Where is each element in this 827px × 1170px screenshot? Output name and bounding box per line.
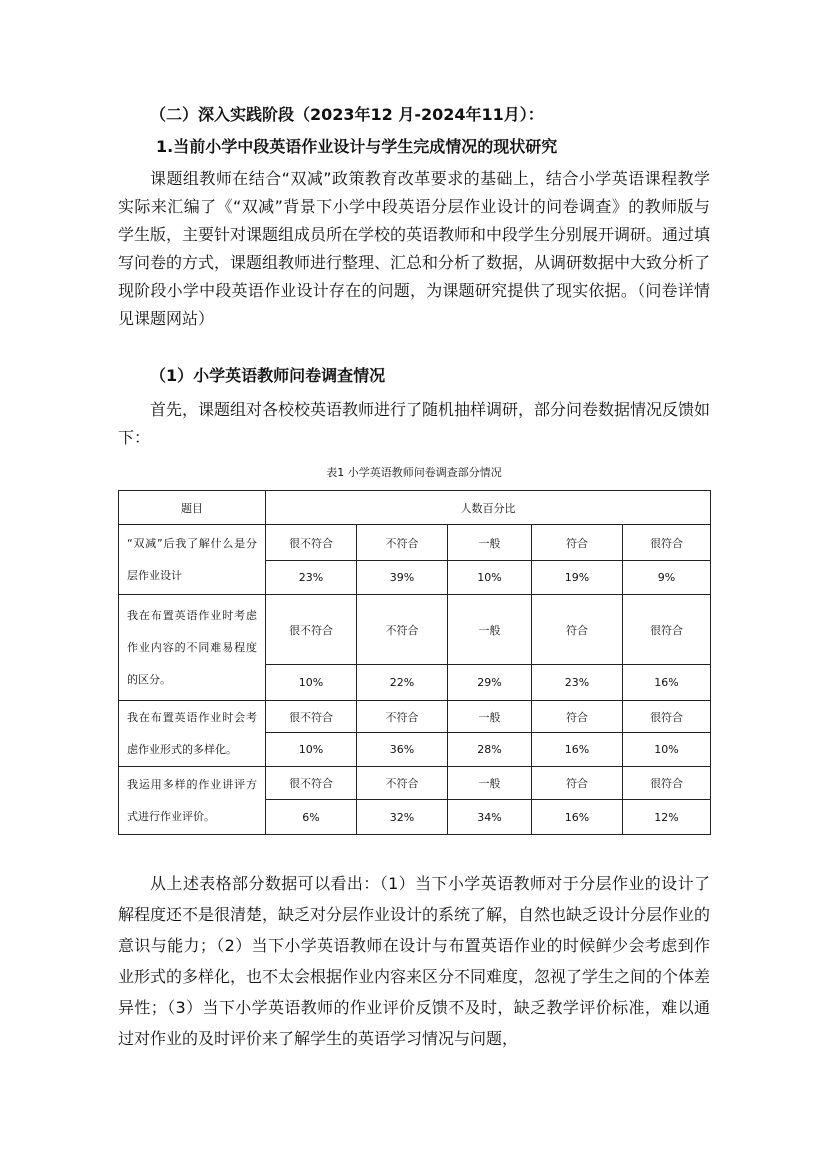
question-text: 我在布置英语作业时会考虑作业形式的多样化。 bbox=[127, 710, 257, 756]
header-question: 题目 bbox=[119, 491, 266, 525]
value-cell: 10% bbox=[448, 561, 532, 595]
option-cell: 很符合 bbox=[623, 701, 711, 733]
value-cell: 39% bbox=[357, 561, 448, 595]
option-cell: 很符合 bbox=[623, 767, 711, 800]
option-cell: 一般 bbox=[448, 701, 532, 733]
question-cell bbox=[119, 595, 266, 701]
value-cell: 6% bbox=[266, 800, 357, 835]
option-cell: 符合 bbox=[532, 701, 623, 733]
stage-heading: （二）深入实践阶段（2023年12 月-2024年11月）： bbox=[150, 105, 544, 124]
option-cell: 符合 bbox=[532, 767, 623, 800]
analysis-paragraph: 从上述表格部分数据可以看出：（1）当下小学英语教师对于分层作业的设计了解程度还不是很清楚，缺乏对分层作业设计的系统了解，自然也缺乏设计分层作业的意识与能力；（2）当下小学英语教师在设计与布置英语作业的时候鲜少会考虑到作业形式的多样化，也不太会根据作业内容来区分不同难度，忽视了学生之间的个体差异性；（3）当下小学英语教师的作业评价反馈不及时，缺乏教学评价标准，难以通过对作业的及时评价来了解学生的英语学习情况与问题， bbox=[118, 874, 711, 1048]
option-cell: 一般 bbox=[448, 525, 532, 561]
table-row bbox=[119, 767, 711, 800]
option-cell: 很符合 bbox=[623, 525, 711, 561]
value-cell: 16% bbox=[532, 733, 623, 767]
option-cell: 很不符合 bbox=[266, 595, 357, 665]
value-cell: 16% bbox=[532, 800, 623, 835]
value-cell: 29% bbox=[448, 665, 532, 701]
option-cell: 不符合 bbox=[357, 701, 448, 733]
value-cell: 36% bbox=[357, 733, 448, 767]
section-heading: 1.当前小学中段英语作业设计与学生完成情况的现状研究 bbox=[156, 137, 558, 156]
option-cell: 不符合 bbox=[357, 595, 448, 665]
value-cell: 34% bbox=[448, 800, 532, 835]
survey-intro-paragraph: 首先，课题组对各校校英语教师进行了随机抽样调研，部分问卷数据情况反馈如下： bbox=[118, 400, 711, 447]
option-cell: 一般 bbox=[448, 767, 532, 800]
question-text: 我运用多样的作业讲评方式进行作业评价。 bbox=[127, 777, 257, 823]
value-cell: 19% bbox=[532, 561, 623, 595]
option-cell: 符合 bbox=[532, 525, 623, 561]
question-cell bbox=[119, 525, 266, 595]
header-percent: 人数百分比 bbox=[266, 491, 711, 525]
option-cell: 不符合 bbox=[357, 767, 448, 800]
survey-table bbox=[118, 490, 711, 835]
value-cell: 9% bbox=[623, 561, 711, 595]
value-cell: 23% bbox=[532, 665, 623, 701]
option-cell: 很符合 bbox=[623, 595, 711, 665]
value-cell: 10% bbox=[266, 733, 357, 767]
subsection-heading: （1）小学英语教师问卷调查情况 bbox=[150, 366, 386, 385]
value-cell: 23% bbox=[266, 561, 357, 595]
value-cell: 10% bbox=[266, 665, 357, 701]
intro-paragraph: 课题组教师在结合“双减”政策教育改革要求的基础上，结合小学英语课程教学实际来汇编了《“双减”背景下小学中段英语分层作业设计的问卷调查》的教师版与学生版，主要针对课题组成员所在学校的英语教师和中段学生分别展开调研。通过填写问卷的方式，课题组教师进行整理、汇总和分析了数据，从调研数据中大致分析了现阶段小学中段英语作业设计存在的问题，为课题研究提供了现实依据。（问卷详情见课题网站） bbox=[118, 169, 711, 328]
question-cell bbox=[119, 767, 266, 835]
value-cell: 32% bbox=[357, 800, 448, 835]
option-cell: 一般 bbox=[448, 595, 532, 665]
option-cell: 很不符合 bbox=[266, 701, 357, 733]
table-caption: 表1 小学英语教师问卷调查部分情况 bbox=[326, 466, 502, 479]
table-header-row bbox=[119, 491, 711, 525]
table-row bbox=[119, 595, 711, 665]
table-row bbox=[119, 701, 711, 733]
value-cell: 12% bbox=[623, 800, 711, 835]
option-cell: 很不符合 bbox=[266, 525, 357, 561]
question-text: 我在布置英语作业时考虑作业内容的不同难易程度的区分。 bbox=[127, 608, 257, 686]
option-cell: 符合 bbox=[532, 595, 623, 665]
table-row bbox=[119, 525, 711, 561]
option-cell: 不符合 bbox=[357, 525, 448, 561]
option-cell: 很不符合 bbox=[266, 767, 357, 800]
value-cell: 16% bbox=[623, 665, 711, 701]
question-cell bbox=[119, 701, 266, 767]
value-cell: 28% bbox=[448, 733, 532, 767]
value-cell: 10% bbox=[623, 733, 711, 767]
value-cell: 22% bbox=[357, 665, 448, 701]
question-text: “双减”后我了解什么是分层作业设计 bbox=[127, 536, 257, 582]
